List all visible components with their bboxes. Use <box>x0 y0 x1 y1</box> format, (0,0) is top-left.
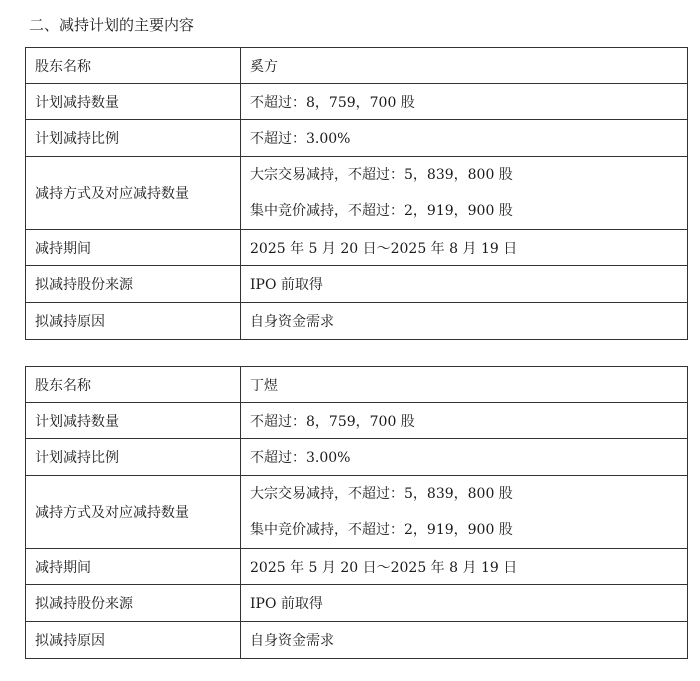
row-label-shareholder-name: 股东名称 <box>26 48 241 84</box>
row-value-reduction-method <box>241 157 688 230</box>
row-value-planned-ratio: 不超过：3.00% <box>241 120 688 157</box>
table-row <box>26 266 688 303</box>
row-value-planned-ratio: 不超过：3.00% <box>241 439 688 476</box>
table-row <box>26 303 688 340</box>
row-label-planned-quantity: 计划减持数量 <box>26 403 241 439</box>
row-value-reduction-reason: 自身资金需求 <box>241 622 688 659</box>
row-label-planned-ratio: 计划减持比例 <box>26 120 241 157</box>
method-block-trade: 大宗交易减持，不超过：5，839，800 股 <box>250 167 513 183</box>
row-value-shareholder-name: 丁煜 <box>241 367 688 403</box>
table-row <box>26 403 688 439</box>
row-label-share-source: 拟减持股份来源 <box>26 585 241 622</box>
table-row <box>26 439 688 476</box>
table-row <box>26 230 688 266</box>
table-row <box>26 367 688 403</box>
table-row <box>26 622 688 659</box>
section-title: 二、减持计划的主要内容 <box>29 16 195 34</box>
row-value-planned-quantity: 不超过：8，759，700 股 <box>241 403 688 439</box>
row-label-reduction-method: 减持方式及对应减持数量 <box>26 157 241 230</box>
reduction-plan-table-2 <box>25 366 688 659</box>
row-label-planned-ratio: 计划减持比例 <box>26 439 241 476</box>
row-label-share-source: 拟减持股份来源 <box>26 266 241 303</box>
row-value-share-source: IPO 前取得 <box>241 266 688 303</box>
table-row <box>26 48 688 84</box>
row-value-planned-quantity: 不超过：8，759，700 股 <box>241 84 688 120</box>
table-row <box>26 157 688 230</box>
row-label-reduction-reason: 拟减持原因 <box>26 622 241 659</box>
row-label-reduction-period: 减持期间 <box>26 549 241 585</box>
row-value-share-source: IPO 前取得 <box>241 585 688 622</box>
row-label-reduction-period: 减持期间 <box>26 230 241 266</box>
table-row <box>26 549 688 585</box>
row-label-planned-quantity: 计划减持数量 <box>26 84 241 120</box>
row-label-reduction-reason: 拟减持原因 <box>26 303 241 340</box>
table-row <box>26 120 688 157</box>
method-centralized-bidding: 集中竞价减持，不超过：2，919，900 股 <box>250 203 513 219</box>
row-value-reduction-period: 2025 年 5 月 20 日～2025 年 8 月 19 日 <box>241 549 688 585</box>
method-centralized-bidding: 集中竞价减持，不超过：2，919，900 股 <box>250 522 513 538</box>
row-value-reduction-period: 2025 年 5 月 20 日～2025 年 8 月 19 日 <box>241 230 688 266</box>
row-value-shareholder-name: 奚方 <box>241 48 688 84</box>
reduction-plan-table-1 <box>25 47 688 340</box>
method-block-trade: 大宗交易减持，不超过：5，839，800 股 <box>250 486 513 502</box>
table-row <box>26 476 688 549</box>
row-label-reduction-method: 减持方式及对应减持数量 <box>26 476 241 549</box>
table-row <box>26 585 688 622</box>
table-row <box>26 84 688 120</box>
row-value-reduction-reason: 自身资金需求 <box>241 303 688 340</box>
row-label-shareholder-name: 股东名称 <box>26 367 241 403</box>
row-value-reduction-method <box>241 476 688 549</box>
